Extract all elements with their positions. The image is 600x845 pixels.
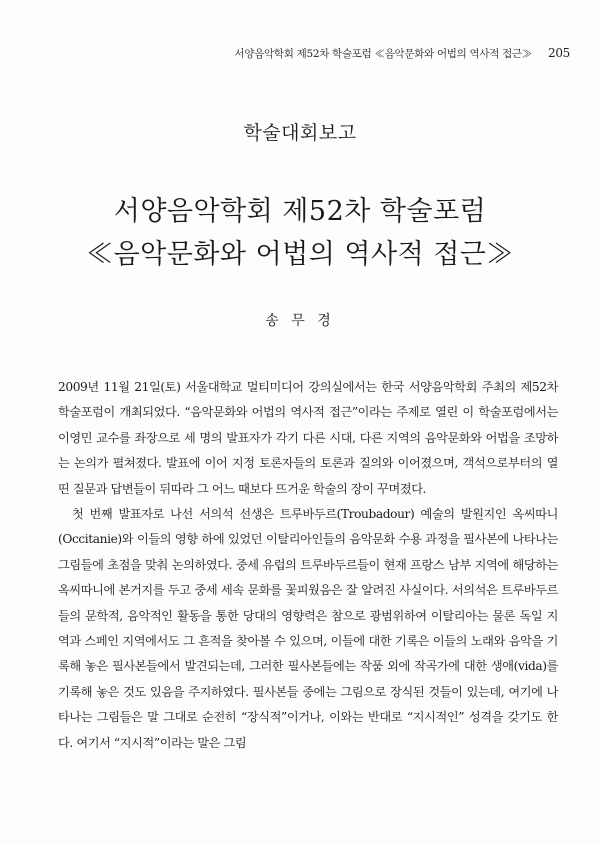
author-name: 송 무 경 bbox=[265, 313, 335, 329]
running-header bbox=[235, 46, 570, 61]
paragraph-1: 2009년 11월 21일(토) 서울대학교 멀티미디어 강의실에서는 한국 서양음악학회 주최의 제52차 학술포럼이 개최되었다. “음악문화와 어법의 역사적 접근”이라는 주제로 열린 이 학술포럼에서는 이영민 교수를 좌장으로 세 명의 발표자가 각기 다른 시대, 다른 지역의 음악문화와 어법을 조망하는 논의가 펼쳐졌다. 발표에 이어 지정 토론자들의 토론과 질의와 이어졌으며, 객석으로부터의 열띤 질문과 답변들이 뒤따라 그 어느 때보다 뜨거운 학술의 장이 꾸며졌다. bbox=[58, 380, 558, 496]
body-text bbox=[58, 375, 558, 756]
title-line-1: 서양음악학회 제52차 학술포럼 bbox=[113, 196, 487, 227]
section-label: 학술대회보고 bbox=[243, 122, 357, 144]
paragraph-2: 첫 번째 발표자로 나선 서의석 선생은 트루바두르(Troubadour) 예술의 발원지인 옥씨따니(Occitanie)와 이들의 영향 하에 있었던 이탈리아인들의 음악문화 수용 과정을 필사본에 나타나는 그림들에 초점을 맞춰 논의하였다. 중세 유럽의 트루바두르들이 현재 프랑스 남부 지역에 해당하는 옥씨따니에 본거지를 두고 중세 세속 문화를 꽃피웠음은 잘 알려진 사실이다. 서의석은 트루바두르들의 문학적, 음악적인 활동을 통한 당대의 영향력은 참으로 광범위하여 이탈리아는 물론 독일 지역과 스페인 지역에서도 그 흔적을 찾아볼 수 있으며, 이들에 대한 기록은 이들의 노래와 음악을 기록해 놓은 필사본들에서 발견되는데, 그러한 필사본들에는 작품 외에 작곡가에 대한 생애(vida)를 기록해 놓은 것도 있음을 주지하였다. 필사본들 중에는 그림으로 장식된 것들이 있는데, 여기에 나타나는 그림들은 말 그대로 순전히 “장식적”이거나, 이와는 반대로 “지시적인” 성격을 갖기도 한다. 여기서 “지시적”이라는 말은 그림 bbox=[58, 507, 558, 750]
article-title bbox=[0, 190, 600, 276]
running-title: 서양음악학회 제52차 학술포럼 ≪음악문화와 어법의 역사적 접근≫ bbox=[234, 48, 532, 60]
title-line-2: ≪음악문화와 어법의 역사적 접근≫ bbox=[86, 239, 514, 270]
page-number: 205 bbox=[547, 46, 570, 60]
